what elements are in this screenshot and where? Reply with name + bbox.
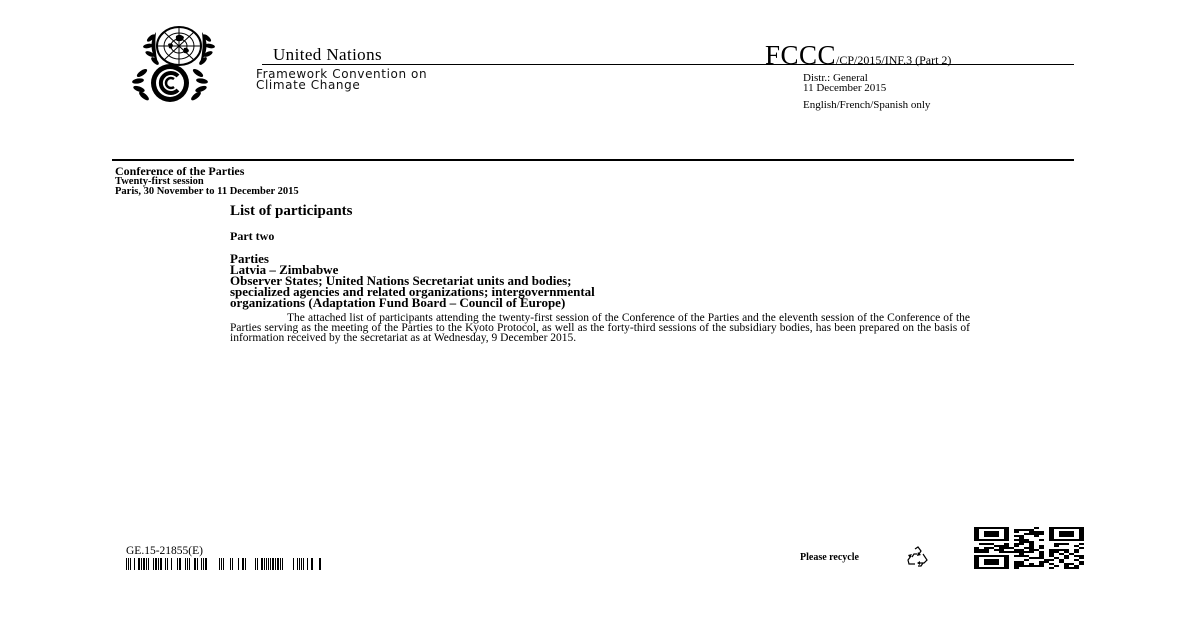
recycle-label: Please recycle [800,552,859,563]
symbol-suffix: /CP/2015/INF.3 (Part 2) [836,53,952,67]
job-number: GE.15-21855(E) [126,545,203,557]
conference-session: Twenty-first session [115,176,204,187]
heading-observers: Observer States; United Nations Secretariat units and bodies; [230,273,572,288]
qr-code-icon [974,527,1084,569]
distribution-block [803,73,886,93]
main-rule [112,159,1074,161]
conference-block [115,165,299,197]
intro-paragraph: The attached list of participants attending the twenty-first session of the Conference of the Parties and the eleventh session of the Conference of the Parties serving as the meeting of the Parties to the Kyoto Protocol, as well as the forty-third sessions of the subsidiary bodies, has been prepared on the basis of information received by the secretariat as at Wednesday, 9 December 2015. [230,312,970,344]
heading-range: Latvia – Zimbabwe [230,262,339,277]
languages: English/French/Spanish only [803,99,931,111]
recycle-icon [906,546,930,568]
issue-date: 11 December 2015 [803,82,887,94]
org-name: United Nations [273,45,383,64]
convention-name [256,69,427,91]
heading-organizations: organizations (Adaptation Fund Board – Council of Europe) [230,295,566,310]
un-emblem-icon [132,24,226,68]
climate-change-logo-icon [112,63,242,103]
symbol-prefix: FCCC [765,40,837,70]
document-symbol [765,40,951,71]
distribution: Distr.: General [803,72,868,84]
conference-place-dates: Paris, 30 November to 11 December 2015 [115,186,299,197]
conference-title: Conference of the Parties [115,164,245,178]
barcode-icon [126,558,328,570]
convention-line-1: Framework Convention on [256,67,428,81]
convention-line-2: Climate Change [256,78,361,92]
heading-agencies: specialized agencies and related organizations; intergovernmental [230,284,595,299]
heading-parties: Parties [230,251,269,266]
document-title: List of participants [230,203,353,219]
document-headings [230,253,595,308]
header-rule [262,64,1074,65]
document-part: Part two [230,229,275,243]
